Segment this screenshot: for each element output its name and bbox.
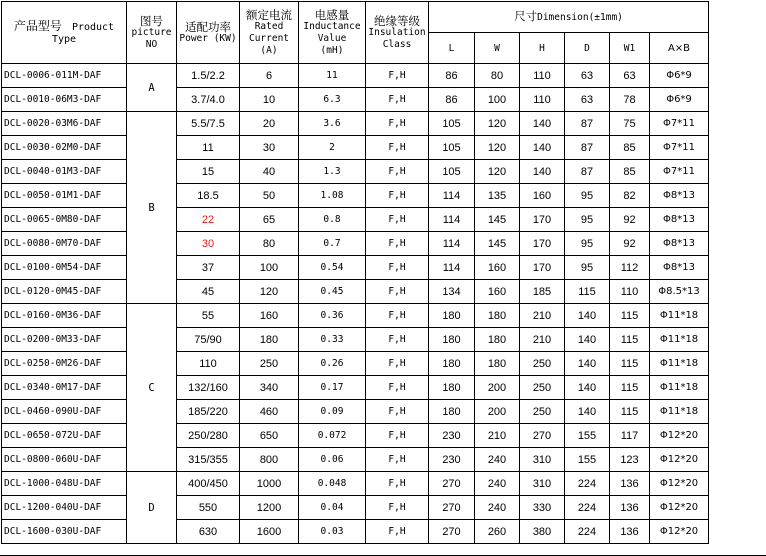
model-cell: DCL-0100-0M54-DAF — [2, 256, 127, 280]
dim-axb-cell: Φ11*18 — [650, 400, 709, 424]
insulation-cell: F,H — [366, 352, 429, 376]
dim-h-cell: 140 — [520, 112, 565, 136]
dim-w1-cell: 123 — [610, 448, 650, 472]
picture-group-cell: C — [127, 304, 177, 472]
inductance-cell: 0.03 — [299, 520, 366, 544]
dim-l-cell: 134 — [429, 280, 475, 304]
dim-axb-cell: Φ7*11 — [650, 160, 709, 184]
dim-w-cell: 145 — [475, 232, 520, 256]
dim-axb-cell: Φ12*20 — [650, 520, 709, 544]
dim-w-cell: 260 — [475, 520, 520, 544]
dim-d-cell: 140 — [565, 304, 610, 328]
header-dim-h: H — [520, 33, 565, 64]
dim-w1-cell: 92 — [610, 208, 650, 232]
dim-d-cell: 87 — [565, 136, 610, 160]
header-dim-w: W — [475, 33, 520, 64]
dim-d-cell: 115 — [565, 280, 610, 304]
dim-w-cell: 240 — [475, 448, 520, 472]
inductance-cell: 1.08 — [299, 184, 366, 208]
inductance-cell: 2 — [299, 136, 366, 160]
power-cell: 185/220 — [177, 400, 240, 424]
dim-w1-cell: 136 — [610, 496, 650, 520]
dim-l-cell: 114 — [429, 184, 475, 208]
header-picture — [127, 2, 177, 64]
header-insulation — [366, 2, 429, 64]
power-cell: 400/450 — [177, 472, 240, 496]
picture-group-cell: A — [127, 64, 177, 112]
dim-w1-cell: 136 — [610, 472, 650, 496]
current-cell: 120 — [240, 280, 299, 304]
model-cell: DCL-0040-01M3-DAF — [2, 160, 127, 184]
table-row — [2, 160, 709, 184]
dim-d-cell: 140 — [565, 328, 610, 352]
current-cell: 650 — [240, 424, 299, 448]
dim-h-cell: 170 — [520, 208, 565, 232]
current-cell: 800 — [240, 448, 299, 472]
model-cell: DCL-0020-03M6-DAF — [2, 112, 127, 136]
table-row — [2, 232, 709, 256]
header-inductance-unit: (mH) — [320, 44, 344, 56]
dim-w1-cell: 115 — [610, 400, 650, 424]
dim-l-cell: 105 — [429, 136, 475, 160]
header-picture-cn: 图号 — [140, 13, 163, 28]
table-body — [2, 64, 709, 544]
header-current-cn: 额定电流 — [246, 7, 292, 22]
dim-l-cell: 105 — [429, 112, 475, 136]
dim-l-cell: 180 — [429, 328, 475, 352]
dim-h-cell: 250 — [520, 376, 565, 400]
header-picture-no: NO — [145, 38, 158, 50]
current-cell: 160 — [240, 304, 299, 328]
dim-h-cell: 250 — [520, 352, 565, 376]
dim-d-cell: 224 — [565, 472, 610, 496]
power-cell: 55 — [177, 304, 240, 328]
dim-axb-cell: Φ8.5*13 — [650, 280, 709, 304]
dim-d-cell: 155 — [565, 448, 610, 472]
current-cell: 340 — [240, 376, 299, 400]
dim-w1-cell: 63 — [610, 64, 650, 88]
model-cell: DCL-0250-0M26-DAF — [2, 352, 127, 376]
current-cell: 20 — [240, 112, 299, 136]
picture-group-cell: B — [127, 112, 177, 304]
header-inductance — [299, 2, 366, 64]
dim-w-cell: 160 — [475, 280, 520, 304]
dim-w1-cell: 85 — [610, 160, 650, 184]
header-dim-d: D — [565, 33, 610, 64]
insulation-cell: F,H — [366, 304, 429, 328]
dim-h-cell: 170 — [520, 256, 565, 280]
inductance-cell: 0.54 — [299, 256, 366, 280]
current-cell: 100 — [240, 256, 299, 280]
insulation-cell: F,H — [366, 88, 429, 112]
header-inductance-cn: 电感量 — [314, 7, 350, 22]
model-cell: DCL-0200-0M33-DAF — [2, 328, 127, 352]
header-model-type: Type — [51, 33, 77, 45]
dim-l-cell: 114 — [429, 208, 475, 232]
current-cell: 40 — [240, 160, 299, 184]
table-row — [2, 496, 709, 520]
dim-h-cell: 250 — [520, 400, 565, 424]
dim-w-cell: 120 — [475, 136, 520, 160]
header-power-cn: 适配功率 — [185, 19, 231, 34]
power-cell: 550 — [177, 496, 240, 520]
power-cell: 11 — [177, 136, 240, 160]
power-cell: 30 — [177, 232, 240, 256]
table-row — [2, 328, 709, 352]
header-dimension — [429, 2, 709, 33]
dim-h-cell: 110 — [520, 88, 565, 112]
dim-w-cell: 180 — [475, 352, 520, 376]
current-cell: 80 — [240, 232, 299, 256]
dim-w1-cell: 115 — [610, 352, 650, 376]
current-cell: 180 — [240, 328, 299, 352]
dim-l-cell: 270 — [429, 472, 475, 496]
power-cell: 630 — [177, 520, 240, 544]
dim-h-cell: 270 — [520, 424, 565, 448]
header-insulation-en: Insulation — [368, 26, 426, 38]
insulation-cell: F,H — [366, 520, 429, 544]
power-cell: 5.5/7.5 — [177, 112, 240, 136]
dim-l-cell: 86 — [429, 64, 475, 88]
dim-l-cell: 180 — [429, 400, 475, 424]
dim-h-cell: 185 — [520, 280, 565, 304]
power-cell: 1.5/2.2 — [177, 64, 240, 88]
inductance-cell: 0.17 — [299, 376, 366, 400]
power-cell: 45 — [177, 280, 240, 304]
inductance-cell: 0.33 — [299, 328, 366, 352]
insulation-cell: F,H — [366, 64, 429, 88]
header-insulation-cn: 绝缘等级 — [374, 13, 420, 28]
table-row — [2, 88, 709, 112]
insulation-cell: F,H — [366, 448, 429, 472]
dim-axb-cell: Φ11*18 — [650, 376, 709, 400]
insulation-cell: F,H — [366, 184, 429, 208]
inductance-cell: 3.6 — [299, 112, 366, 136]
dim-d-cell: 95 — [565, 232, 610, 256]
table-row — [2, 136, 709, 160]
dim-d-cell: 224 — [565, 520, 610, 544]
header-current-unit: (A) — [260, 44, 278, 56]
table-row — [2, 520, 709, 544]
header-current-en: Current — [248, 32, 290, 44]
inductance-cell: 0.06 — [299, 448, 366, 472]
header-dim-l: L — [429, 33, 475, 64]
power-cell: 75/90 — [177, 328, 240, 352]
dim-w-cell: 120 — [475, 160, 520, 184]
dim-w-cell: 200 — [475, 376, 520, 400]
model-cell: DCL-0030-02M0-DAF — [2, 136, 127, 160]
model-cell: DCL-0800-060U-DAF — [2, 448, 127, 472]
model-cell: DCL-0340-0M17-DAF — [2, 376, 127, 400]
dim-h-cell: 310 — [520, 472, 565, 496]
insulation-cell: F,H — [366, 160, 429, 184]
power-cell: 250/280 — [177, 424, 240, 448]
header-dim-w1: W1 — [610, 33, 650, 64]
model-cell: DCL-1600-030U-DAF — [2, 520, 127, 544]
header-inductance-en: Inductance — [303, 20, 361, 32]
dim-w-cell: 120 — [475, 112, 520, 136]
dim-h-cell: 140 — [520, 136, 565, 160]
model-cell: DCL-0080-0M70-DAF — [2, 232, 127, 256]
dim-w1-cell: 75 — [610, 112, 650, 136]
insulation-cell: F,H — [366, 376, 429, 400]
power-cell: 110 — [177, 352, 240, 376]
table-row — [2, 304, 709, 328]
inductance-cell: 0.26 — [299, 352, 366, 376]
dim-w1-cell: 110 — [610, 280, 650, 304]
dim-l-cell: 230 — [429, 448, 475, 472]
dim-l-cell: 114 — [429, 232, 475, 256]
dim-l-cell: 270 — [429, 496, 475, 520]
dim-axb-cell: Φ12*20 — [650, 448, 709, 472]
dim-w-cell: 210 — [475, 424, 520, 448]
header-power-en: Power (KW) — [179, 32, 237, 44]
spec-table — [1, 1, 709, 544]
header-dim-axb: A×B — [650, 33, 709, 64]
table-row — [2, 472, 709, 496]
current-cell: 1600 — [240, 520, 299, 544]
dim-d-cell: 63 — [565, 64, 610, 88]
dim-l-cell: 114 — [429, 256, 475, 280]
dim-w1-cell: 82 — [610, 184, 650, 208]
table-row — [2, 448, 709, 472]
model-cell: DCL-0065-0M80-DAF — [2, 208, 127, 232]
table-row — [2, 400, 709, 424]
dim-w1-cell: 115 — [610, 304, 650, 328]
dim-d-cell: 95 — [565, 184, 610, 208]
power-cell: 132/160 — [177, 376, 240, 400]
inductance-cell: 6.3 — [299, 88, 366, 112]
dim-l-cell: 180 — [429, 352, 475, 376]
dim-axb-cell: Φ8*13 — [650, 184, 709, 208]
current-cell: 460 — [240, 400, 299, 424]
header-dimension-cn: 尺寸 — [514, 9, 538, 23]
power-cell: 15 — [177, 160, 240, 184]
model-cell: DCL-0160-0M36-DAF — [2, 304, 127, 328]
dim-w1-cell: 85 — [610, 136, 650, 160]
table-row — [2, 352, 709, 376]
dim-axb-cell: Φ12*20 — [650, 424, 709, 448]
dim-h-cell: 210 — [520, 328, 565, 352]
dim-w-cell: 200 — [475, 400, 520, 424]
current-cell: 250 — [240, 352, 299, 376]
inductance-cell: 0.36 — [299, 304, 366, 328]
model-cell: DCL-1200-040U-DAF — [2, 496, 127, 520]
current-cell: 1200 — [240, 496, 299, 520]
dim-h-cell: 140 — [520, 160, 565, 184]
insulation-cell: F,H — [366, 328, 429, 352]
current-cell: 6 — [240, 64, 299, 88]
dim-w-cell: 100 — [475, 88, 520, 112]
dim-axb-cell: Φ12*20 — [650, 496, 709, 520]
dim-d-cell: 155 — [565, 424, 610, 448]
header-picture-en: picture — [131, 26, 172, 38]
dim-w-cell: 160 — [475, 256, 520, 280]
dim-axb-cell: Φ7*11 — [650, 136, 709, 160]
dim-axb-cell: Φ8*13 — [650, 256, 709, 280]
header-inductance-value: Value — [317, 32, 347, 44]
insulation-cell: F,H — [366, 112, 429, 136]
dim-axb-cell: Φ6*9 — [650, 64, 709, 88]
dim-d-cell: 63 — [565, 88, 610, 112]
dim-w-cell: 240 — [475, 472, 520, 496]
dim-l-cell: 105 — [429, 160, 475, 184]
inductance-cell: 0.8 — [299, 208, 366, 232]
table-row — [2, 208, 709, 232]
model-cell: DCL-0006-011M-DAF — [2, 64, 127, 88]
dim-w1-cell: 92 — [610, 232, 650, 256]
dim-d-cell: 95 — [565, 256, 610, 280]
inductance-cell: 11 — [299, 64, 366, 88]
dim-h-cell: 160 — [520, 184, 565, 208]
dim-axb-cell: Φ11*18 — [650, 304, 709, 328]
header-model-cn: 产品型号 — [13, 18, 62, 33]
power-cell: 315/355 — [177, 448, 240, 472]
dim-w1-cell: 117 — [610, 424, 650, 448]
header-insulation-class: Class — [382, 38, 412, 50]
dim-d-cell: 87 — [565, 160, 610, 184]
inductance-cell: 0.04 — [299, 496, 366, 520]
dim-l-cell: 270 — [429, 520, 475, 544]
dim-d-cell: 140 — [565, 376, 610, 400]
insulation-cell: F,H — [366, 496, 429, 520]
dim-h-cell: 380 — [520, 520, 565, 544]
dim-axb-cell: Φ8*13 — [650, 232, 709, 256]
header-current-rated: Rated — [254, 20, 284, 32]
table-row — [2, 64, 709, 88]
header-model — [2, 2, 127, 64]
model-cell: DCL-0010-06M3-DAF — [2, 88, 127, 112]
dim-d-cell: 224 — [565, 496, 610, 520]
dim-w1-cell: 115 — [610, 376, 650, 400]
insulation-cell: F,H — [366, 208, 429, 232]
current-cell: 1000 — [240, 472, 299, 496]
dim-axb-cell: Φ11*18 — [650, 352, 709, 376]
model-cell: DCL-0050-01M1-DAF — [2, 184, 127, 208]
inductance-cell: 0.7 — [299, 232, 366, 256]
dim-d-cell: 140 — [565, 400, 610, 424]
current-cell: 50 — [240, 184, 299, 208]
dim-h-cell: 310 — [520, 448, 565, 472]
power-cell: 22 — [177, 208, 240, 232]
dim-axb-cell: Φ11*18 — [650, 328, 709, 352]
dim-h-cell: 170 — [520, 232, 565, 256]
dim-l-cell: 86 — [429, 88, 475, 112]
header-dimension-en: Dimension(±1mm) — [537, 12, 623, 23]
insulation-cell: F,H — [366, 472, 429, 496]
insulation-cell: F,H — [366, 424, 429, 448]
dim-w-cell: 145 — [475, 208, 520, 232]
model-cell: DCL-1000-048U-DAF — [2, 472, 127, 496]
dim-d-cell: 95 — [565, 208, 610, 232]
current-cell: 30 — [240, 136, 299, 160]
dim-l-cell: 180 — [429, 376, 475, 400]
current-cell: 10 — [240, 88, 299, 112]
dim-h-cell: 330 — [520, 496, 565, 520]
model-cell: DCL-0650-072U-DAF — [2, 424, 127, 448]
inductance-cell: 0.048 — [299, 472, 366, 496]
table-row — [2, 280, 709, 304]
insulation-cell: F,H — [366, 136, 429, 160]
current-cell: 65 — [240, 208, 299, 232]
dim-w-cell: 180 — [475, 328, 520, 352]
header-row-1 — [2, 2, 709, 33]
inductance-cell: 0.072 — [299, 424, 366, 448]
dim-axb-cell: Φ7*11 — [650, 112, 709, 136]
insulation-cell: F,H — [366, 232, 429, 256]
dim-w-cell: 240 — [475, 496, 520, 520]
dim-w-cell: 80 — [475, 64, 520, 88]
header-model-en: Product — [71, 21, 115, 33]
insulation-cell: F,H — [366, 280, 429, 304]
dim-w1-cell: 78 — [610, 88, 650, 112]
power-cell: 3.7/4.0 — [177, 88, 240, 112]
table-row — [2, 376, 709, 400]
inductance-cell: 1.3 — [299, 160, 366, 184]
header-power — [177, 2, 240, 64]
header-current — [240, 2, 299, 64]
picture-group-cell: D — [127, 472, 177, 544]
dim-d-cell: 140 — [565, 352, 610, 376]
power-cell: 18.5 — [177, 184, 240, 208]
dim-w-cell: 180 — [475, 304, 520, 328]
dim-axb-cell: Φ6*9 — [650, 88, 709, 112]
insulation-cell: F,H — [366, 256, 429, 280]
model-cell: DCL-0460-090U-DAF — [2, 400, 127, 424]
dim-axb-cell: Φ8*13 — [650, 208, 709, 232]
dim-w1-cell: 112 — [610, 256, 650, 280]
dim-h-cell: 110 — [520, 64, 565, 88]
model-cell: DCL-0120-0M45-DAF — [2, 280, 127, 304]
table-row — [2, 256, 709, 280]
insulation-cell: F,H — [366, 400, 429, 424]
dim-w1-cell: 115 — [610, 328, 650, 352]
dim-d-cell: 87 — [565, 112, 610, 136]
table-row — [2, 112, 709, 136]
table-row — [2, 184, 709, 208]
inductance-cell: 0.45 — [299, 280, 366, 304]
dim-axb-cell: Φ12*20 — [650, 472, 709, 496]
power-cell: 37 — [177, 256, 240, 280]
dim-w-cell: 135 — [475, 184, 520, 208]
table-row — [2, 424, 709, 448]
dim-l-cell: 180 — [429, 304, 475, 328]
dim-w1-cell: 136 — [610, 520, 650, 544]
dim-h-cell: 210 — [520, 304, 565, 328]
inductance-cell: 0.09 — [299, 400, 366, 424]
dim-l-cell: 230 — [429, 424, 475, 448]
